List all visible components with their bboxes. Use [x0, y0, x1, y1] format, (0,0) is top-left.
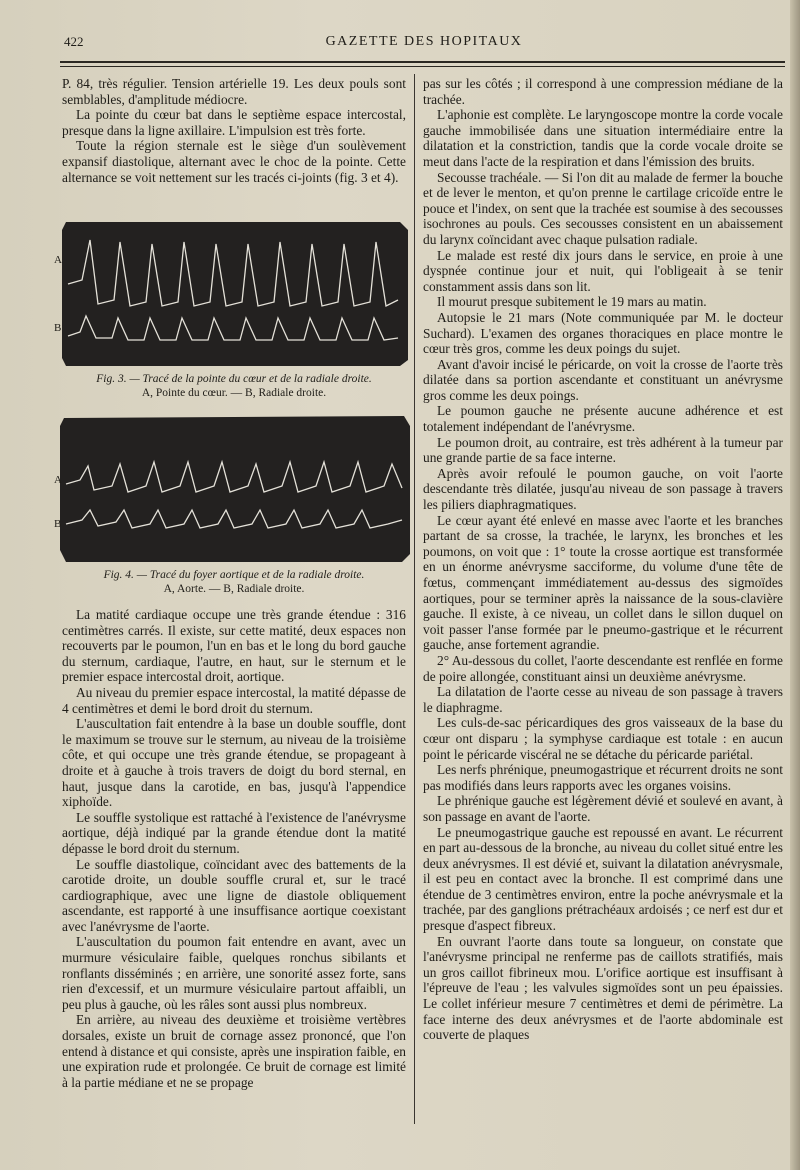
left-column-top	[62, 76, 406, 185]
paragraph: Le poumon gauche ne présente aucune adhérence et est totalement indépendant de l'anévrysme.	[423, 403, 783, 435]
paragraph: La pointe du cœur bat dans le septième espace intercostal, presque dans la ligne axillaire. L'impulsion est très forte.	[62, 107, 406, 138]
paragraph: Le poumon droit, au contraire, est très adhérent à la tumeur par une grande partie de sa face interne.	[423, 434, 783, 466]
paragraph: Le souffle diastolique, coïncidant avec des battements de la carotide droite, un double souffle crural et, sur le tracé cardiographique, avec une ligne de diastole obliquement ascendante, est rapporté à une insuffisance aortique coexistant avec l'anévrysme de l'aorte.	[62, 856, 406, 934]
trace-label-b: B	[54, 322, 62, 334]
paragraph: La matité cardiaque occupe une très grande étendue : 316 centimètres carrés. Il existe, sur cette matité, deux espaces non recouverts par le poumon, l'un en bas et le long du bord gauche du sternum, cardiaque, l'autre, en haut, sur le sternum et le premier espace intercostal droit, aortique.	[62, 607, 406, 685]
paragraph: Secousse trachéale. — Si l'on dit au malade de fermer la bouche et de lever le menton, et qu'on prenne le cartilage cricoïde entre le pouce et l'index, on sent que la trachée est soumise à des secousses isochrones au pouls. Ces secousses consistent en un abaissement du larynx coïncidant avec chaque pulsation radiale.	[423, 169, 783, 247]
paragraph: Autopsie le 21 mars (Note communiquée par M. le docteur Suchard). L'examen des organes thoraciques en place montre le cœur très gros, comme les deux poings du sujet.	[423, 309, 783, 357]
right-column	[423, 76, 783, 1043]
paragraph: Les culs-de-sac péricardiques des gros vaisseaux de la base du cœur ont disparu ; la symphyse cardiaque est totale : en aucun point le péricarde viscéral ne se détache du péricarde pariétal.	[423, 715, 783, 762]
paragraph: L'aphonie est complète. Le laryngoscope montre la corde vocale gauche immobilisée dans une situation intermédiaire entre la dilatation et la constriction, tandis que la corde vocale droite se meut dans l'acte de la respiration et dans l'émission des bruits.	[423, 107, 783, 169]
aortic-trace-image	[54, 414, 414, 564]
trace-label-a: A	[54, 474, 62, 486]
paragraph: Le pneumogastrique gauche est repoussé en avant. Le récurrent en part au-dessous de la bronche, au niveau du collet situé entre les deux anévrysmes. Il est dévié et, suivant la dilatation anévrysmale, il est peu en contact avec la bronche. Il est comprimé dans une étendue de 3 centimètres environ, entre la poche anévrysmale et la trachée, par des ganglions prétrachéaux ardoisés ; ce nerf est dur et presque d'aspect fibreux.	[423, 824, 783, 934]
paragraph: pas sur les côtés ; il correspond à une compression médiane de la trachée.	[423, 76, 783, 107]
figure-3-caption	[54, 372, 414, 400]
paragraph: Il mourut presque subitement le 19 mars au matin.	[437, 294, 707, 310]
journal-title: GAZETTE DES HOPITAUX	[325, 34, 523, 49]
paragraph: Après avoir refoulé le poumon gauche, on voit l'aorte descendante très dilatée, jusqu'au niveau de son passage à travers les piliers diaphragmatiques.	[423, 465, 783, 513]
figure-4-caption	[54, 568, 414, 596]
caption-title: Fig. 4. — Tracé du foyer aortique et de la radiale droite.	[103, 569, 365, 581]
caption-title: Fig. 3. — Tracé de la pointe du cœur et de la radiale droite.	[96, 373, 372, 385]
trace-label-b: B	[54, 518, 62, 530]
caption-legend: A, Pointe du cœur. — B, Radiale droite.	[141, 387, 327, 399]
paragraph: Le phrénique gauche est légèrement dévié et soulevé en avant, à son passage en avant de l'aorte.	[423, 793, 783, 824]
cardiac-apex-trace-image	[54, 220, 414, 368]
page-edge	[790, 0, 800, 1170]
paragraph: P. 84, très régulier. Tension artérielle 19. Les deux pouls sont semblables, d'amplitude médiocre.	[62, 76, 406, 107]
paragraph: Le souffle systolique est rattaché à l'existence de l'anévrysme aortique, déjà indiqué par la grande étendue dont la matité dépasse le bord droit du sternum.	[62, 809, 406, 856]
paragraph: 2° Au-dessous du collet, l'aorte descendante est renflée en forme de poire allongée, constituant ainsi un deuxième anévrysme.	[423, 652, 783, 684]
paragraph: La dilatation de l'aorte cesse au niveau de son passage à travers le diaphragme.	[423, 684, 783, 715]
paragraph: En ouvrant l'aorte dans toute sa longueur, on constate que l'anévrysme principal ne renferme pas de caillots stratifiés, mais un gros caillot fibrineux mou. L'orifice aortique est insuffisant à l'épreuve de l'eau ; les valvules sigmoïdes sont un peu épaissies. Le collet inférieur mesure 7 centimètres et demi de périmètre. La face interne des deux anévrysmes et de l'aorte abdominale est couverte de plaques	[423, 933, 783, 1043]
paragraph: L'auscultation du poumon fait entendre en avant, avec un murmure vésiculaire faible, quelques ronchus sibilants et ronflants disséminés ; en arrière, une sonorité assez forte, sans rien d'excessif, et un murmure vésiculaire partout affaibli, un peu plus à gauche, où les râles sont aussi plus nombreux.	[62, 934, 406, 1012]
paragraph: Toute la région sternale est le siège d'un soulèvement expansif diastolique, alternant avec le choc de la pointe. Cette alternance se voit nettement sur les tracés ci-joints (fig. 3 et 4).	[62, 138, 406, 185]
header-rule	[60, 61, 785, 63]
figure-3	[54, 220, 414, 400]
paragraph: Les nerfs phrénique, pneumogastrique et récurrent droits ne sont pas modifiés dans leurs rapports avec les organes voisins.	[423, 762, 783, 793]
paragraph: L'auscultation fait entendre à la base un double souffle, dont le maximum se trouve sur le sternum, au niveau de la troisième côte, et qui occupe une très grande étendue, se propageant à droite et à gauche à trois travers de doigt du bord sternal, en haut, jusque dans la carotide, en bas, jusqu'à l'appendice xiphoïde.	[62, 716, 406, 810]
paragraph: Au niveau du premier espace intercostal, la matité dépasse de 4 centimètres et demi le bord droit du sternum.	[62, 684, 406, 716]
caption-legend: A, Aorte. — B, Radiale droite.	[163, 583, 305, 595]
figure-4	[54, 414, 414, 596]
left-column-bottom	[62, 607, 406, 1090]
header-rule-thin	[60, 66, 785, 67]
page-number: 422	[64, 34, 84, 49]
paragraph: Le malade est resté dix jours dans le service, en proie à une dyspnée continue jour et nuit, qui l'obligeait à se tenir constamment assis dans son lit.	[423, 247, 783, 294]
paragraph: Le cœur ayant été enlevé en masse avec l'aorte et les branches partant de sa crosse, la trachée, le larynx, les bronches et les poumons, on voit que : 1° toute la crosse aortique est transformée en un énorme anévrysme sacciforme, du volume d'une tête de fœtus, commençant immédiatement au-dessus des sigmoïdes aortiques, pour se terminer après la naissance de la sous-clavière gauche. Il existe, à ce niveau, un collet dans le sillon duquel on voit passer l'anse formée par le pneumo-gastrique et le récurrent gauche, anse fortement agrandie.	[423, 512, 783, 653]
column-divider	[414, 74, 415, 1124]
page-header	[64, 30, 784, 56]
paragraph: Avant d'avoir incisé le péricarde, on voit la crosse de l'aorte très dilatée dans sa portion ascendante et constituant un anévrysme gros comme les deux poings.	[423, 356, 783, 403]
paragraph: En arrière, au niveau des deuxième et troisième vertèbres dorsales, existe un bruit de cornage assez prononcé, que l'on entend à distance et qui consiste, après une inspiration faible, en une expiration rude et prolongée. Ce bruit de cornage est limité à la partie médiane et ne se propage	[62, 1012, 406, 1090]
trace-label-a: A	[54, 254, 62, 266]
